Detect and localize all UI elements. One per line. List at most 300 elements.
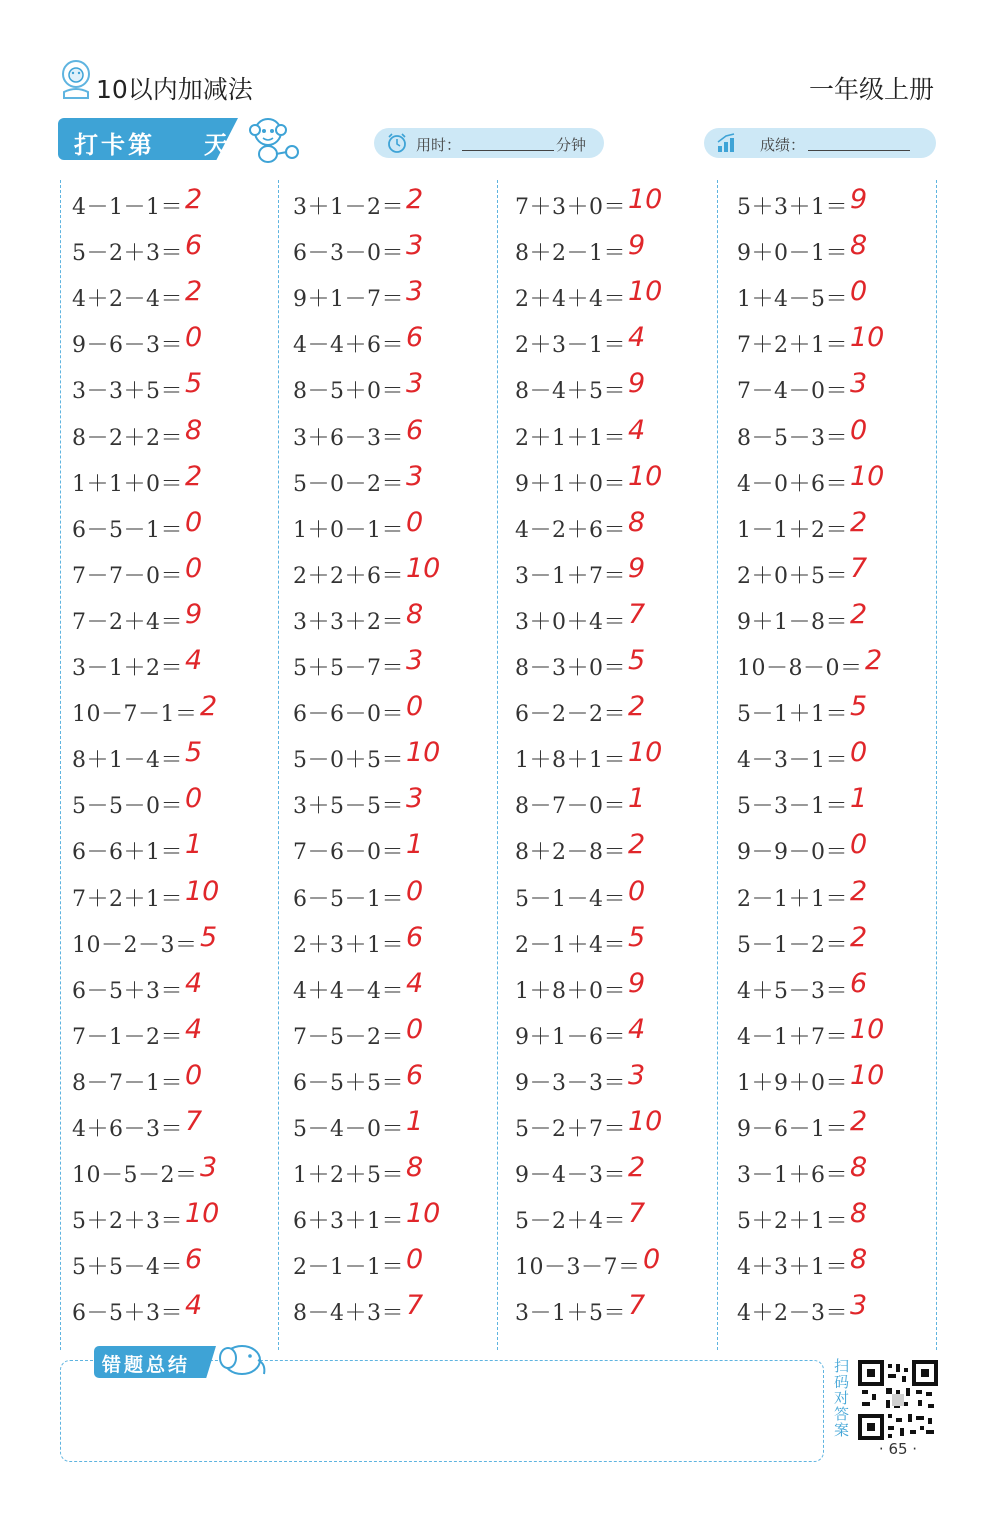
- handwritten-answer[interactable]: 0: [406, 875, 424, 907]
- problem-row: [293, 876, 509, 922]
- problem-row: [72, 1290, 288, 1336]
- equation-text: 8＋2－8＝: [515, 840, 626, 866]
- handwritten-answer[interactable]: 3: [850, 1290, 868, 1322]
- problem-row: [293, 230, 509, 276]
- handwritten-answer[interactable]: 10: [628, 460, 663, 492]
- handwritten-answer[interactable]: 9: [628, 230, 646, 262]
- problem-row: [72, 783, 288, 829]
- problem-row: [737, 922, 953, 968]
- problem-row: [293, 461, 509, 507]
- handwritten-answer[interactable]: 1: [850, 783, 868, 815]
- problem-row: [293, 599, 509, 645]
- problem-row: [737, 1244, 953, 1290]
- problem-row: [293, 184, 509, 230]
- handwritten-answer[interactable]: 10: [628, 276, 663, 308]
- problem-row: [515, 829, 731, 875]
- handwritten-answer[interactable]: 10: [185, 1198, 220, 1230]
- problem-row: [515, 368, 731, 414]
- equation-text: 4＋5－3＝: [737, 978, 848, 1004]
- handwritten-answer[interactable]: 1: [406, 1106, 424, 1137]
- handwritten-answer[interactable]: 3: [406, 645, 424, 676]
- handwritten-answer[interactable]: 10: [628, 1106, 663, 1137]
- checkin-label: 打卡第: [74, 131, 155, 159]
- handwritten-answer[interactable]: 2: [185, 276, 203, 308]
- equation-text: 8－4＋5＝: [515, 379, 626, 405]
- equation-text: 1－1＋2＝: [737, 517, 848, 543]
- handwritten-answer[interactable]: 0: [628, 875, 646, 907]
- handwritten-answer[interactable]: 2: [200, 691, 218, 723]
- handwritten-answer[interactable]: 10: [628, 184, 663, 215]
- problem-row: [515, 553, 731, 599]
- handwritten-answer[interactable]: 4: [406, 967, 424, 999]
- equation-text: 6－3－0＝: [293, 241, 404, 267]
- problem-row: [72, 645, 288, 691]
- equation-text: 5＋5－4＝: [72, 1255, 183, 1281]
- equation-text: 4－0＋6＝: [737, 471, 848, 497]
- handwritten-answer[interactable]: 0: [185, 552, 203, 584]
- equation-text: 4＋3＋1＝: [737, 1255, 848, 1281]
- equation-text: 4＋6－3＝: [72, 1117, 183, 1142]
- problem-row: [515, 1290, 731, 1336]
- equation-text: 8－7－0＝: [515, 794, 626, 820]
- column-divider: [60, 180, 61, 1350]
- problem-row: [515, 1198, 731, 1244]
- handwritten-answer[interactable]: 3: [628, 1059, 646, 1091]
- book-title: 10以内加减法: [96, 75, 253, 104]
- handwritten-answer[interactable]: 5: [185, 368, 203, 400]
- equation-text: 5－1－2＝: [737, 932, 848, 958]
- handwritten-answer[interactable]: 9: [628, 552, 646, 584]
- handwritten-answer[interactable]: 2: [628, 829, 646, 861]
- equation-text: 1＋4－5＝: [737, 287, 848, 313]
- handwritten-answer[interactable]: 0: [850, 276, 868, 308]
- handwritten-answer[interactable]: 7: [185, 1106, 203, 1137]
- equation-text: 2－1＋1＝: [737, 886, 848, 912]
- equation-text: 9－9－0＝: [737, 840, 848, 866]
- equation-text: 7－7－0＝: [72, 563, 183, 589]
- handwritten-answer[interactable]: 1: [628, 783, 646, 815]
- problem-row: [737, 415, 953, 461]
- equation-text: 5－3－1＝: [737, 794, 848, 820]
- qr-code-icon[interactable]: [858, 1360, 938, 1440]
- equation-text: 7－1－2＝: [72, 1024, 183, 1050]
- problem-row: [72, 876, 288, 922]
- problem-row: [515, 1244, 731, 1290]
- equation-text: 8＋2－1＝: [515, 241, 626, 267]
- handwritten-answer[interactable]: 0: [185, 783, 203, 815]
- handwritten-answer[interactable]: 2: [185, 460, 203, 492]
- problem-row: [293, 415, 509, 461]
- problem-row: [72, 1152, 288, 1198]
- handwritten-answer[interactable]: 0: [850, 414, 868, 446]
- equation-text: 3－1＋5＝: [515, 1301, 626, 1327]
- handwritten-answer[interactable]: 2: [406, 184, 424, 215]
- problem-row: [293, 829, 509, 875]
- handwritten-answer[interactable]: 6: [406, 1059, 424, 1091]
- equation-text: 8－3＋0＝: [515, 656, 626, 681]
- problem-row: [72, 968, 288, 1014]
- handwritten-answer[interactable]: 0: [406, 1013, 424, 1045]
- equation-text: 3－1＋7＝: [515, 563, 626, 589]
- equation-text: 1＋1＋0＝: [72, 471, 183, 497]
- problem-row: [293, 276, 509, 322]
- handwritten-answer[interactable]: 8: [406, 598, 424, 630]
- handwritten-answer[interactable]: 3: [406, 368, 424, 400]
- problem-row: [72, 737, 288, 783]
- handwritten-answer[interactable]: 3: [406, 230, 424, 262]
- handwritten-answer[interactable]: 8: [850, 230, 868, 262]
- problem-row: [293, 783, 509, 829]
- problem-row: [72, 1198, 288, 1244]
- equation-text: 5－5－0＝: [72, 794, 183, 820]
- handwritten-answer[interactable]: 2: [850, 506, 868, 538]
- equation-text: 7＋2＋1＝: [737, 333, 848, 359]
- handwritten-answer[interactable]: 4: [628, 1013, 646, 1045]
- problem-row: [737, 553, 953, 599]
- problem-row: [737, 876, 953, 922]
- problem-row: [737, 322, 953, 368]
- problem-row: [72, 829, 288, 875]
- handwritten-answer[interactable]: 6: [850, 967, 868, 999]
- problem-row: [293, 1060, 509, 1106]
- problem-row: [515, 507, 731, 553]
- handwritten-answer[interactable]: 9: [850, 184, 868, 215]
- equation-text: 3＋1－2＝: [293, 195, 404, 220]
- problem-row: [737, 691, 953, 737]
- problem-row: [737, 230, 953, 276]
- time-unit: 分钟: [556, 136, 587, 154]
- alarm-clock-icon: [386, 132, 408, 154]
- handwritten-answer[interactable]: 2: [850, 875, 868, 907]
- handwritten-answer[interactable]: 3: [406, 460, 424, 492]
- handwritten-answer[interactable]: 2: [628, 691, 646, 723]
- handwritten-answer[interactable]: 10: [628, 737, 663, 769]
- problem-row: [293, 1198, 509, 1244]
- problem-row: [515, 184, 731, 230]
- problem-row: [515, 968, 731, 1014]
- equation-text: 6－6＋1＝: [72, 840, 183, 866]
- equation-text: 5－0＋5＝: [293, 748, 404, 774]
- problem-row: [293, 645, 509, 691]
- handwritten-answer[interactable]: 0: [185, 322, 203, 354]
- lion-logo-icon: [58, 58, 94, 100]
- equation-text: 3－1＋6＝: [737, 1163, 848, 1189]
- problem-row: [293, 322, 509, 368]
- equation-text: 1＋8＋0＝: [515, 978, 626, 1004]
- problem-row: [515, 1106, 731, 1152]
- problem-row: [293, 737, 509, 783]
- handwritten-answer[interactable]: 5: [628, 645, 646, 676]
- equation-text: 5－2＋7＝: [515, 1117, 626, 1142]
- score-field: [704, 128, 936, 158]
- problem-row: [72, 415, 288, 461]
- equation-text: 4＋2－4＝: [72, 287, 183, 313]
- equation-text: 8－2＋2＝: [72, 425, 183, 451]
- problem-row: [293, 691, 509, 737]
- problem-row: [515, 691, 731, 737]
- handwritten-answer[interactable]: 8: [185, 414, 203, 446]
- problem-row: [293, 553, 509, 599]
- equation-text: 8＋1－4＝: [72, 748, 183, 774]
- monkey-mascot-icon: [246, 114, 304, 164]
- handwritten-answer[interactable]: 2: [865, 645, 883, 676]
- problem-row: [515, 1060, 731, 1106]
- problem-row: [293, 1152, 509, 1198]
- equation-text: 6－6－0＝: [293, 702, 404, 728]
- problem-row: [515, 599, 731, 645]
- equation-text: 6－5＋5＝: [293, 1070, 404, 1096]
- handwritten-answer[interactable]: 1: [406, 829, 424, 861]
- handwritten-answer[interactable]: 4: [628, 414, 646, 446]
- handwritten-answer[interactable]: 7: [850, 552, 868, 584]
- problem-row: [737, 783, 953, 829]
- handwritten-answer[interactable]: 0: [850, 829, 868, 861]
- problem-row: [293, 1014, 509, 1060]
- handwritten-answer[interactable]: 9: [185, 598, 203, 630]
- problem-row: [737, 276, 953, 322]
- equation-text: 5－2＋4＝: [515, 1209, 626, 1235]
- equation-text: 3－3＋5＝: [72, 379, 183, 405]
- time-input-line[interactable]: [462, 150, 554, 151]
- equation-text: 7＋2＋1＝: [72, 886, 183, 912]
- mistake-summary-label: 错题总结: [102, 1354, 191, 1376]
- score-label: 成绩：: [760, 136, 806, 154]
- equation-text: 6－5－1＝: [72, 517, 183, 543]
- handwritten-answer[interactable]: 2: [850, 598, 868, 630]
- handwritten-answer[interactable]: 10: [850, 322, 885, 354]
- problem-row: [72, 1106, 288, 1152]
- equation-text: 6－2－2＝: [515, 702, 626, 728]
- handwritten-answer[interactable]: 0: [850, 737, 868, 769]
- equation-text: 1＋0－1＝: [293, 517, 404, 543]
- handwritten-answer[interactable]: 2: [850, 1106, 868, 1137]
- handwritten-answer[interactable]: 10: [406, 552, 441, 584]
- problem-row: [72, 1060, 288, 1106]
- problem-row: [737, 645, 953, 691]
- handwritten-answer[interactable]: 7: [628, 598, 646, 630]
- handwritten-answer[interactable]: 6: [185, 230, 203, 262]
- equation-text: 3－1＋2＝: [72, 656, 183, 681]
- handwritten-answer[interactable]: 0: [406, 1244, 424, 1276]
- handwritten-answer[interactable]: 3: [406, 276, 424, 308]
- equation-text: 7－4－0＝: [737, 379, 848, 405]
- equation-text: 2＋1＋1＝: [515, 425, 626, 451]
- equation-text: 5＋2＋1＝: [737, 1209, 848, 1235]
- handwritten-answer[interactable]: 0: [406, 506, 424, 538]
- handwritten-answer[interactable]: 8: [628, 506, 646, 538]
- equation-text: 9＋0－1＝: [737, 241, 848, 267]
- problem-row: [72, 553, 288, 599]
- handwritten-answer[interactable]: 10: [850, 460, 885, 492]
- time-label: 用时：: [416, 136, 462, 154]
- problem-row: [72, 1244, 288, 1290]
- problem-row: [737, 1152, 953, 1198]
- equation-text: 1＋8＋1＝: [515, 748, 626, 774]
- handwritten-answer[interactable]: 9: [628, 368, 646, 400]
- equation-text: 2＋0＋5＝: [737, 563, 848, 589]
- handwritten-answer[interactable]: 2: [628, 1152, 646, 1184]
- handwritten-answer[interactable]: 7: [628, 1198, 646, 1230]
- handwritten-answer[interactable]: 8: [850, 1244, 868, 1276]
- equation-text: 5＋2＋3＝: [72, 1209, 183, 1235]
- handwritten-answer[interactable]: 6: [406, 322, 424, 354]
- elephant-icon: [214, 1340, 270, 1380]
- handwritten-answer[interactable]: 4: [185, 967, 203, 999]
- equation-text: 9＋1－8＝: [737, 609, 848, 635]
- handwritten-answer[interactable]: 4: [185, 645, 203, 676]
- equation-text: 4－1－1＝: [72, 195, 183, 220]
- score-chart-icon: [716, 132, 738, 154]
- problem-row: [515, 276, 731, 322]
- handwritten-answer[interactable]: 0: [643, 1244, 661, 1276]
- handwritten-answer[interactable]: 6: [406, 414, 424, 446]
- problem-row: [293, 507, 509, 553]
- page-number: · 65 ·: [878, 1440, 918, 1458]
- handwritten-answer[interactable]: 0: [406, 691, 424, 723]
- problem-row: [515, 230, 731, 276]
- equation-text: 4－1＋7＝: [737, 1024, 848, 1050]
- problem-row: [72, 276, 288, 322]
- equation-text: 3＋6－3＝: [293, 425, 404, 451]
- handwritten-answer[interactable]: 8: [850, 1152, 868, 1184]
- equation-text: 2－1－1＝: [293, 1255, 404, 1281]
- handwritten-answer[interactable]: 10: [850, 1013, 885, 1045]
- handwritten-answer[interactable]: 5: [628, 921, 646, 953]
- handwritten-answer[interactable]: 4: [185, 1013, 203, 1045]
- problem-row: [515, 737, 731, 783]
- equation-text: 4－4＋6＝: [293, 333, 404, 359]
- handwritten-answer[interactable]: 5: [850, 691, 868, 723]
- equation-text: 9－4－3＝: [515, 1163, 626, 1189]
- problem-row: [515, 415, 731, 461]
- score-input-line[interactable]: [808, 150, 910, 151]
- problem-row: [293, 1106, 509, 1152]
- equation-text: 4－3－1＝: [737, 748, 848, 774]
- problem-row: [515, 876, 731, 922]
- equation-text: 3＋3＋2＝: [293, 609, 404, 635]
- equation-text: 3＋5－5＝: [293, 794, 404, 820]
- checkin-day-suffix: 天: [204, 131, 228, 159]
- handwritten-answer[interactable]: 2: [850, 921, 868, 953]
- handwritten-answer[interactable]: 10: [850, 1059, 885, 1091]
- handwritten-answer[interactable]: 4: [185, 1290, 203, 1322]
- equation-text: 9－6－3＝: [72, 333, 183, 359]
- handwritten-answer[interactable]: 3: [850, 368, 868, 400]
- equation-text: 5＋3＋1＝: [737, 195, 848, 220]
- equation-text: 4＋2－3＝: [737, 1301, 848, 1327]
- handwritten-answer[interactable]: 3: [406, 783, 424, 815]
- problem-row: [737, 1198, 953, 1244]
- problem-row: [515, 645, 731, 691]
- equation-text: 7－5－2＝: [293, 1024, 404, 1050]
- handwritten-answer[interactable]: 10: [185, 875, 220, 907]
- equation-text: 10－8－0＝: [737, 656, 863, 681]
- handwritten-answer[interactable]: 5: [200, 921, 218, 953]
- problem-row: [293, 968, 509, 1014]
- equation-text: 10－2－3＝: [72, 932, 198, 958]
- equation-text: 5－2＋3＝: [72, 241, 183, 267]
- handwritten-answer[interactable]: 10: [406, 737, 441, 769]
- equation-text: 5－4－0＝: [293, 1117, 404, 1142]
- equation-text: 8－5－3＝: [737, 425, 848, 451]
- problem-row: [515, 1152, 731, 1198]
- equation-text: 1＋9＋0＝: [737, 1070, 848, 1096]
- handwritten-answer[interactable]: 9: [628, 967, 646, 999]
- equation-text: 6－5－1＝: [293, 886, 404, 912]
- handwritten-answer[interactable]: 4: [628, 322, 646, 354]
- equation-text: 10－3－7＝: [515, 1255, 641, 1281]
- problem-row: [72, 922, 288, 968]
- handwritten-answer[interactable]: 3: [200, 1152, 218, 1184]
- handwritten-answer[interactable]: 7: [628, 1290, 646, 1322]
- handwritten-answer[interactable]: 5: [185, 737, 203, 769]
- equation-text: 2＋3＋1＝: [293, 932, 404, 958]
- problem-row: [737, 1060, 953, 1106]
- equation-text: 6－5＋3＝: [72, 978, 183, 1004]
- equation-text: 5＋5－7＝: [293, 656, 404, 681]
- problem-row: [737, 368, 953, 414]
- handwritten-answer[interactable]: 10: [406, 1198, 441, 1230]
- problem-row: [515, 461, 731, 507]
- equation-text: 8－5＋0＝: [293, 379, 404, 405]
- scan-answer-label: 扫码对答案: [834, 1357, 850, 1439]
- checkin-banner: [58, 118, 238, 160]
- equation-text: 9－6－1＝: [737, 1117, 848, 1142]
- equation-text: 5－1－4＝: [515, 886, 626, 912]
- problem-row: [293, 1290, 509, 1336]
- equation-text: 7－6－0＝: [293, 840, 404, 866]
- equation-text: 7－2＋4＝: [72, 609, 183, 635]
- problem-row: [293, 1244, 509, 1290]
- problem-row: [72, 461, 288, 507]
- equation-text: 2＋2＋6＝: [293, 563, 404, 589]
- equation-text: 8－7－1＝: [72, 1070, 183, 1096]
- equation-text: 8－4＋3＝: [293, 1301, 404, 1327]
- equation-text: 9＋1－7＝: [293, 287, 404, 313]
- handwritten-answer[interactable]: 0: [185, 506, 203, 538]
- equation-text: 9＋1－6＝: [515, 1024, 626, 1050]
- equation-text: 1＋2＋5＝: [293, 1163, 404, 1189]
- handwritten-answer[interactable]: 8: [850, 1198, 868, 1230]
- equation-text: 4－2＋6＝: [515, 517, 626, 543]
- handwritten-answer[interactable]: 6: [185, 1244, 203, 1276]
- problem-row: [72, 230, 288, 276]
- equation-text: 6＋3＋1＝: [293, 1209, 404, 1235]
- problem-row: [737, 1290, 953, 1336]
- problem-row: [72, 184, 288, 230]
- problem-row: [293, 922, 509, 968]
- problem-row: [293, 368, 509, 414]
- problem-row: [72, 599, 288, 645]
- equation-text: 4＋4－4＝: [293, 978, 404, 1004]
- equation-text: 9＋1＋0＝: [515, 471, 626, 497]
- problem-row: [737, 599, 953, 645]
- equation-text: 5－1＋1＝: [737, 702, 848, 728]
- handwritten-answer[interactable]: 8: [406, 1152, 424, 1184]
- handwritten-answer[interactable]: 1: [185, 829, 203, 861]
- handwritten-answer[interactable]: 2: [185, 184, 203, 215]
- equation-text: 3＋0＋4＝: [515, 609, 626, 635]
- problem-row: [72, 322, 288, 368]
- handwritten-answer[interactable]: 6: [406, 921, 424, 953]
- problem-row: [515, 322, 731, 368]
- handwritten-answer[interactable]: 7: [406, 1290, 424, 1322]
- page-header: [58, 58, 938, 108]
- handwritten-answer[interactable]: 0: [185, 1059, 203, 1091]
- equation-text: 5－0－2＝: [293, 471, 404, 497]
- equation-text: 6－5＋3＝: [72, 1301, 183, 1327]
- problem-row: [737, 1106, 953, 1152]
